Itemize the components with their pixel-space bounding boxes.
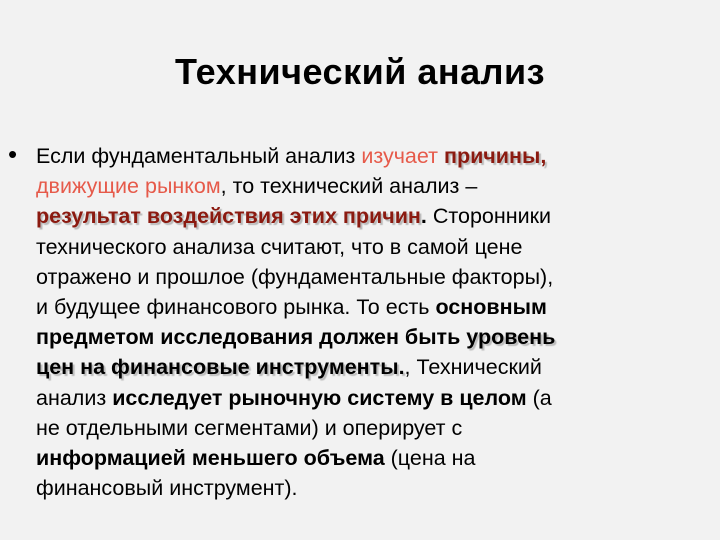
text-line-6: [36, 292, 708, 322]
highlight-text: изучает: [361, 144, 444, 168]
emphasis-text: результат воздействия этих причин: [36, 204, 421, 229]
text-run: Если фундаментальный анализ: [36, 144, 362, 168]
text-line-1: [36, 141, 708, 171]
text-line-5: отражено и прошлое (фундаментальные факторы),: [36, 264, 554, 289]
bold-text: исследует рыночную систему в целом: [112, 385, 527, 410]
text-run: Сторонники: [432, 204, 552, 229]
text-run: (цена на: [384, 445, 476, 470]
text-run: (а: [526, 385, 552, 410]
slide-title: Технический анализ: [174, 51, 546, 92]
text-line-2: [36, 171, 708, 201]
bullet-paragraph: [36, 141, 708, 503]
text-line-9: [36, 383, 708, 413]
text-run: и будущее финансового рынка. То есть: [36, 294, 436, 319]
text-run: .: [420, 204, 433, 229]
bold-shadow-text: .: [398, 355, 405, 380]
bullet-icon: •: [8, 139, 18, 169]
highlight-text: движущие рынком: [36, 174, 221, 199]
bold-shadow-text: цен на финансовые инструменты: [36, 355, 399, 380]
text-run: , Технический: [404, 355, 542, 380]
text-line-8: [36, 352, 708, 382]
text-run: , то технический анализ –: [220, 174, 478, 199]
text-line-12: финансовый инструмент).: [36, 476, 298, 501]
text-line-3: [36, 201, 708, 231]
bold-shadow-text: уровень: [466, 325, 556, 350]
bold-text: предметом исследования должен быть: [36, 325, 467, 350]
text-line-7: [36, 322, 708, 352]
text-line-10: не отдельными сегментами) и оперирует с: [36, 415, 463, 440]
text-line-4: технического анализа считают, что в самой цене: [36, 234, 523, 259]
bold-text: основным: [435, 294, 547, 319]
emphasis-text: причины,: [443, 144, 547, 168]
text-line-11: [36, 443, 708, 473]
bold-text: информацией меньшего объема: [36, 445, 385, 470]
text-run: анализ: [36, 385, 113, 410]
